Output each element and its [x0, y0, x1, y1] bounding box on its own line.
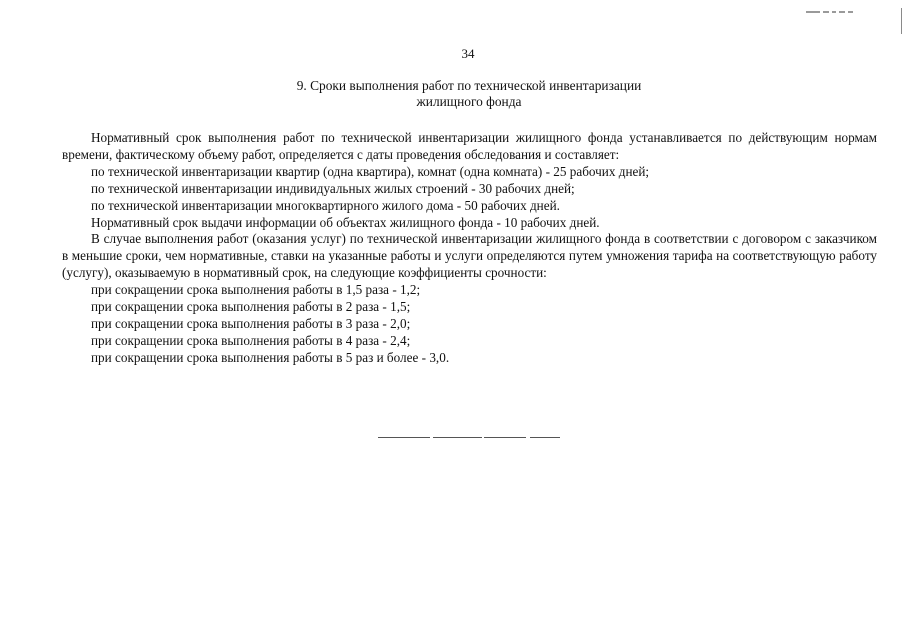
section-title — [0, 78, 905, 110]
paragraph-urgency: В случае выполнения работ (оказания услуг) по технической инвентаризации жилищного фонда в соответствии с договором с заказчиком в меньшие сроки, чем нормативные, ставки на указанные работы и услуги определяются путем умножения тарифа на соответствующую работу (услугу), оказываемую в нормативный срок, на следующие коэффициенты срочности: — [62, 231, 877, 281]
corner-scan-mark — [806, 8, 860, 14]
end-of-section-rule — [378, 437, 560, 438]
coefficient-item: при сокращении срока выполнения работы в 3 раза - 2,0; — [91, 315, 411, 331]
body-text — [62, 130, 877, 367]
paragraph-apartments: по технической инвентаризации квартир (одна квартира), комнат (одна комната) - 25 рабочих дней; — [91, 163, 650, 179]
page-edge-line — [901, 8, 902, 34]
coefficient-item: при сокращении срока выполнения работы в 1,5 раза - 1,2; — [91, 282, 421, 298]
coefficient-item: при сокращении срока выполнения работы в 2 раза - 1,5; — [91, 299, 411, 315]
coefficient-item: при сокращении срока выполнения работы в 5 раз и более - 3,0. — [91, 349, 450, 365]
section-title-line-2: жилищного фонда — [416, 94, 522, 109]
coefficient-item: при сокращении срока выполнения работы в 4 раза - 2,4; — [91, 332, 411, 348]
paragraph-individual-houses: по технической инвентаризации индивидуальных жилых строений - 30 рабочих дней; — [91, 180, 575, 196]
paragraph-intro: Нормативный срок выполнения работ по технической инвентаризации жилищного фонда устанавливается по действующим нормам времени, фактическому объему работ, определяется с даты проведения обследования и составляет: — [62, 130, 877, 162]
page-number: 34 — [461, 46, 475, 61]
section-title-line-1: 9. Сроки выполнения работ по технической инвентаризации — [296, 78, 642, 93]
paragraph-info-delivery: Нормативный срок выдачи информации об объектах жилищного фонда - 10 рабочих дней. — [91, 214, 600, 230]
paragraph-apartment-buildings: по технической инвентаризации многоквартирного жилого дома - 50 рабочих дней. — [91, 197, 560, 213]
